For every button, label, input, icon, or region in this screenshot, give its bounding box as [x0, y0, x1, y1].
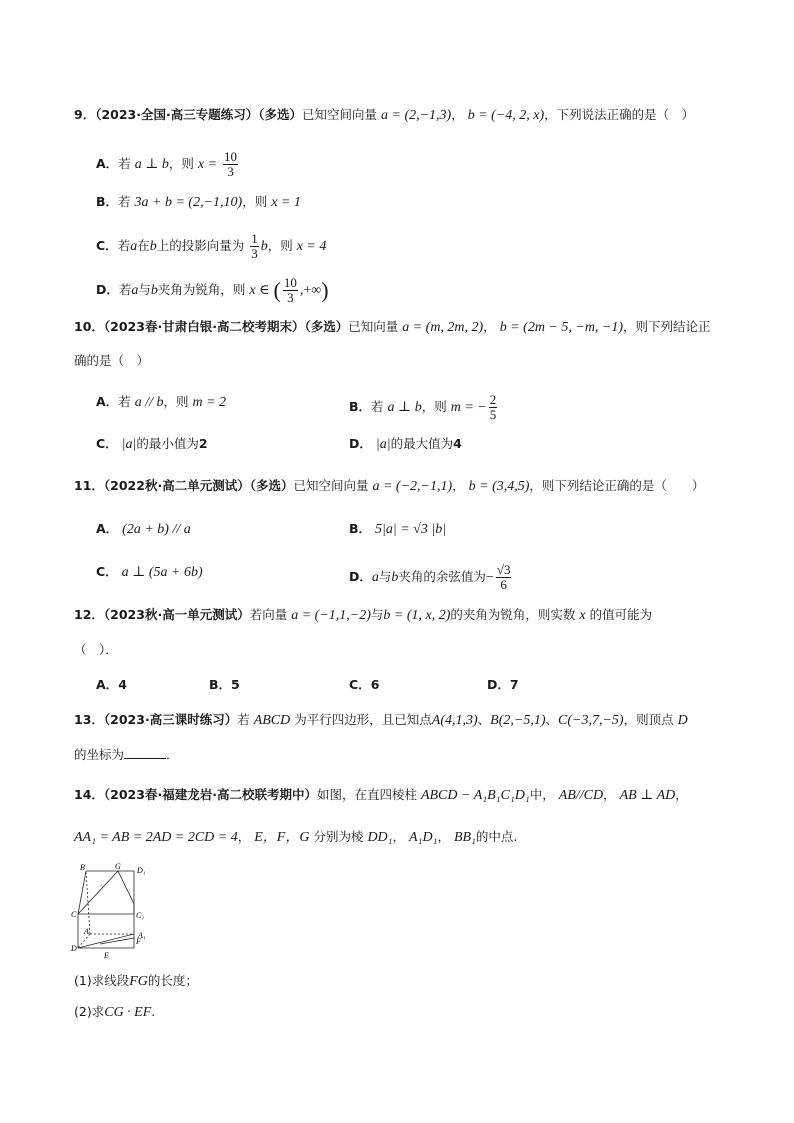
- q10-stem-line2: [74, 352, 149, 370]
- q9-c-a: a: [130, 239, 138, 254]
- q13-text3: ，则顶点: [623, 712, 674, 727]
- q11-c-label: C．: [96, 564, 118, 579]
- q12-option-c[interactable]: [349, 676, 379, 694]
- q10-a-label: A．: [96, 394, 119, 409]
- q14-source: （2023春·福建龙岩·高二校联考期中）: [103, 787, 317, 802]
- q10-b-lhs: m = −: [450, 400, 487, 415]
- q14-text1: 如图，在直四棱柱: [316, 787, 417, 802]
- q11-a-expr: (2a + b) // a: [122, 522, 191, 537]
- q9-c-num: 1: [251, 231, 258, 246]
- q9-option-a[interactable]: [96, 150, 240, 179]
- q14-eq: AA₁ = AB = 2AD = 2CD = 4: [74, 830, 238, 845]
- q9-d-a: a: [131, 283, 139, 298]
- q10-text2: ，则下列结论正: [623, 319, 711, 334]
- q14-prism-figure: [70, 862, 162, 960]
- q13-answer-blank[interactable]: [124, 746, 166, 759]
- q12-source: （2023秋·高一单元测试）: [103, 607, 250, 622]
- q14-stem-line2: [74, 828, 517, 847]
- q10-a-res: m = 2: [192, 395, 227, 410]
- q14-part1-seg: FG: [129, 974, 148, 989]
- q12-number: 12．: [74, 607, 104, 622]
- q10-vector-a: a = (m, 2m, 2): [402, 320, 484, 335]
- q12-option-a[interactable]: [96, 676, 127, 694]
- q10-b-fraction: [489, 393, 498, 422]
- q9-text1: 已知空间向量: [302, 107, 378, 122]
- q9-c-pre: 若: [117, 238, 131, 253]
- q11-option-d[interactable]: [349, 563, 513, 592]
- q9-b-expr: 3a + b = (2,−1,10): [134, 195, 243, 210]
- q9-d-pre: 若: [118, 282, 132, 297]
- q12-text3: 的值可能为: [589, 607, 653, 622]
- q12-text1: 若向量: [249, 607, 288, 622]
- q11-d-b: b: [391, 570, 399, 585]
- q14-text2: 中，: [529, 787, 555, 802]
- q14-part2-expr: CG · EF: [104, 1005, 152, 1020]
- q12-stem: [74, 606, 652, 625]
- q11-text2: ，则下列结论正确的是（ ）: [529, 478, 705, 493]
- q9-c-vec: b: [260, 239, 268, 254]
- q9-d-mid: 夹角为锐角，则: [157, 282, 246, 297]
- q10-d-val: 4: [453, 436, 462, 451]
- q14-c1: ，: [392, 829, 406, 844]
- q9-d-den: 3: [287, 290, 294, 305]
- fig-label-f: F: [136, 937, 141, 946]
- q14-c2: ，: [437, 829, 450, 844]
- q9-option-c[interactable]: [96, 232, 326, 261]
- q9-d-fraction: [283, 276, 298, 305]
- q14-cond1: AB//CD: [558, 788, 604, 803]
- q14-edge1: DD₁: [367, 830, 393, 845]
- q10-c-label: C．: [96, 436, 118, 451]
- q13-point-b: B(2,−5,1): [490, 713, 546, 728]
- q10-b-mid: ，则: [421, 399, 447, 414]
- q10-number: 10．: [74, 319, 104, 334]
- q10-option-b[interactable]: [349, 393, 499, 422]
- q9-b-label: B．: [96, 194, 119, 209]
- q11-d-den: 6: [500, 577, 507, 592]
- q9-option-d[interactable]: D．若a与b夹角为锐角，则 x ∈ ( $\frac{10}{3}$ ,+∞): [96, 275, 329, 305]
- q11-option-a[interactable]: [96, 520, 191, 539]
- q9-a-num: 10: [224, 149, 238, 164]
- fig-label-c1: C₁: [136, 911, 145, 920]
- q9-c-label: C．: [96, 238, 118, 253]
- q11-d-with: 与: [378, 569, 392, 584]
- q14-sep2: ，: [675, 787, 688, 802]
- q10-option-c[interactable]: [96, 435, 208, 454]
- q10-b-expr: a ⊥ b: [387, 400, 422, 415]
- q14-part2-label: (2): [74, 1004, 92, 1019]
- q10-text3: 确的是（ ）: [74, 353, 150, 368]
- q10-d-expr: |a|: [375, 437, 391, 452]
- q9-vector-a: a = (2,−1,3): [381, 108, 452, 123]
- fig-label-b: B: [80, 863, 85, 872]
- q10-a-expr: a // b: [134, 395, 164, 410]
- q10-source: （2023春·甘肃白银·高二校考期末）（多选）: [103, 319, 349, 334]
- q9-a-mid: ，则: [168, 156, 194, 171]
- q9-a-den: 3: [227, 164, 234, 179]
- q14-part1-label: (1): [74, 973, 92, 988]
- q9-d-label: D．: [96, 282, 119, 297]
- q9-number: 9．: [74, 107, 96, 122]
- q13-stem-line2: [74, 746, 179, 764]
- q14-prism: ABCD − A₁B₁C₁D₁: [420, 788, 530, 803]
- q9-a-pre: 若: [118, 156, 131, 171]
- q10-c-expr: |a|: [121, 437, 137, 452]
- q11-number: 11．: [74, 478, 104, 493]
- q13-point-c: C(−3,7,−5): [558, 713, 624, 728]
- q14-sep: ，: [603, 787, 616, 802]
- q9-d-rest: ,+∞: [299, 283, 322, 298]
- q9-a-label: A．: [96, 156, 119, 171]
- q12-a-val: 4: [118, 677, 127, 692]
- q13-end: ．: [166, 747, 179, 762]
- q11-d-sign: −: [485, 570, 494, 585]
- q11-c-expr: a ⊥ (5a + 6b): [121, 565, 203, 580]
- q12-c-label: C．: [349, 677, 371, 692]
- q10-option-a[interactable]: [96, 393, 226, 412]
- q12-a-label: A．: [96, 677, 119, 692]
- q10-d-label: D．: [349, 436, 372, 451]
- q12-vector-a: a = (−1,1,−2): [291, 608, 371, 623]
- q10-sep: ，: [483, 319, 496, 334]
- q14-sep3: ，: [237, 829, 251, 844]
- q11-d-fraction: [496, 563, 512, 592]
- q9-c-in: 在: [137, 238, 150, 253]
- q9-stem: [74, 106, 694, 125]
- q12-option-b[interactable]: [209, 676, 240, 694]
- q10-b-label: B．: [349, 399, 372, 414]
- fig-label-d: D: [71, 944, 77, 953]
- q13-text4: 的坐标为: [74, 747, 125, 762]
- q12-stem-line2: [74, 641, 118, 659]
- q13-text2: 为平行四边形，且已知点: [294, 712, 432, 727]
- fig-label-d1: D₁: [137, 866, 146, 875]
- q14-stem: [74, 786, 688, 805]
- fig-label-g: G: [115, 862, 121, 871]
- q11-a-label: A．: [96, 521, 119, 536]
- q14-number: 14．: [74, 787, 104, 802]
- q9-c-mid: 上的投影向量为: [156, 238, 245, 253]
- q10-a-mid: ，则: [163, 394, 189, 409]
- q10-b-pre: 若: [371, 399, 384, 414]
- q9-a-expr: a ⊥ b: [134, 157, 169, 172]
- q14-part2-end: .: [151, 1004, 156, 1019]
- q11-option-b[interactable]: [349, 520, 446, 539]
- q12-d-label: D．: [487, 677, 510, 692]
- q10-a-pre: 若: [118, 394, 131, 409]
- q10-b-den: 5: [489, 407, 497, 422]
- q14-part1-text: 求线段: [91, 973, 130, 988]
- q9-c-fraction: [250, 232, 259, 261]
- q11-b-expr: 5|a| = √3 |b|: [375, 522, 447, 537]
- q13-number: 13．: [74, 712, 104, 727]
- q11-vector-b: b = (3,4,5): [468, 479, 530, 494]
- q12-b-label: B．: [209, 677, 232, 692]
- q12-option-d[interactable]: [487, 676, 519, 694]
- q14-part2: [74, 1003, 155, 1022]
- q13-s1: 、: [477, 712, 491, 727]
- q9-option-b[interactable]: [96, 193, 301, 212]
- q10-vector-b: b = (2m − 5, −m, −1): [499, 320, 624, 335]
- q12-with: 与: [370, 607, 384, 622]
- q11-sep: ，: [452, 478, 465, 493]
- q11-b-label: B．: [349, 521, 372, 536]
- q12-d-val: 7: [509, 677, 519, 692]
- fig-label-a1: A₁: [138, 931, 146, 940]
- q9-c-res: x = 4: [296, 239, 327, 254]
- q9-d-num: 10: [283, 275, 297, 290]
- q9-c-b: b: [149, 239, 157, 254]
- q10-c-text: 的最小值为: [136, 436, 199, 451]
- q9-vector-b: b = (−4, 2, x): [467, 108, 545, 123]
- q12-c-val: 6: [370, 677, 380, 692]
- fig-label-e: E: [104, 951, 109, 960]
- q9-text2: ，下列说法正确的是（ ）: [544, 107, 695, 122]
- q13-s2: 、: [545, 712, 559, 727]
- q9-b-res: x = 1: [271, 195, 301, 210]
- q13-source: （2023·高三课时练习）: [103, 712, 238, 727]
- q12-vector-b: b = (1, x, 2): [383, 608, 451, 623]
- q11-d-text: 夹角的余弦值为: [398, 569, 486, 584]
- q11-source: （2022秋·高二单元测试）（多选）: [103, 478, 294, 493]
- q13-stem: [74, 711, 688, 730]
- q9-d-with: 与: [138, 282, 151, 297]
- q11-d-a: a: [371, 570, 379, 585]
- q9-c-den: 3: [251, 246, 258, 261]
- fig-label-c: C: [71, 910, 77, 919]
- q9-b-mid: ，则: [242, 194, 268, 209]
- q9-source: （2023·全国·高三专题练习）（多选）: [95, 107, 302, 122]
- q10-text1: 已知向量: [348, 319, 399, 334]
- q12-b-val: 5: [231, 677, 240, 692]
- q9-sep: ，: [451, 107, 464, 122]
- q14-text3: 分别为棱: [313, 829, 364, 844]
- q11-d-num: √3: [496, 562, 511, 577]
- q14-cond2: AB ⊥ AD: [619, 788, 676, 803]
- q14-part1: [74, 972, 198, 991]
- q11-d-label: D．: [349, 569, 372, 584]
- q10-d-text: 的最大值为: [390, 436, 454, 451]
- q10-c-val: 2: [198, 436, 208, 451]
- q12-var: x: [579, 608, 586, 623]
- q14-edge2: A₁D₁: [409, 830, 438, 845]
- q10-stem: [74, 318, 711, 337]
- q13-quad: ABCD: [253, 713, 291, 728]
- q12-text4: （ ）．: [74, 642, 118, 657]
- q11-stem: [74, 477, 704, 496]
- q9-c-then: ，则: [267, 238, 293, 253]
- q13-point-d: D: [677, 713, 688, 728]
- q14-part1-end: 的长度；: [147, 973, 198, 988]
- q11-vector-a: a = (−2,−1,1): [372, 479, 453, 494]
- q12-text2: 的夹角为锐角，则实数: [450, 607, 576, 622]
- q9-a-lhs: x =: [197, 157, 218, 172]
- q10-option-d[interactable]: [349, 435, 462, 454]
- q14-text4: 的中点.: [475, 829, 518, 844]
- q13-text1: 若: [237, 712, 250, 727]
- q14-points: E，F，G: [254, 830, 310, 845]
- q11-text1: 已知空间向量: [293, 478, 369, 493]
- q13-point-a: A(4,1,3): [431, 713, 478, 728]
- q9-b-pre: 若: [118, 194, 131, 209]
- q9-d-b: b: [150, 283, 158, 298]
- q9-a-fraction: [223, 150, 238, 179]
- q10-b-num: 2: [489, 392, 497, 407]
- q14-part2-text: 求: [91, 1004, 105, 1019]
- q14-edge3: BB₁: [453, 830, 476, 845]
- q11-option-c[interactable]: [96, 563, 203, 582]
- q9-d-lhs: x ∈: [249, 283, 270, 298]
- fig-label-a: A: [84, 927, 89, 936]
